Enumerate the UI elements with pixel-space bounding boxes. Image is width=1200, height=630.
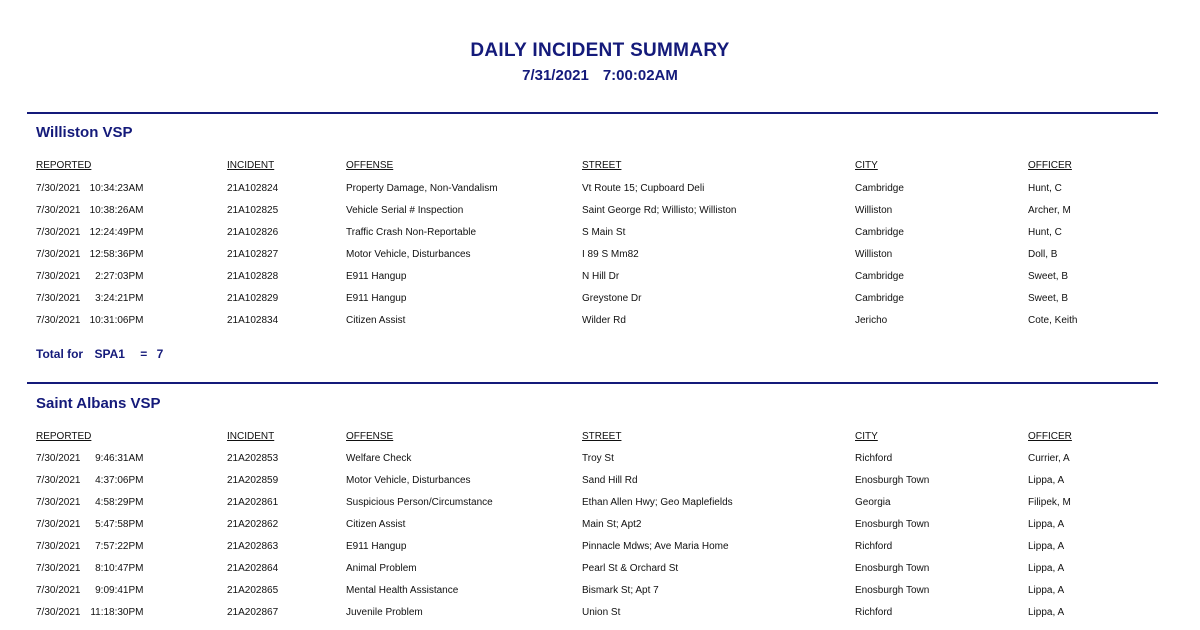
section-divider xyxy=(27,112,1158,114)
cell-offense: Citizen Assist xyxy=(346,315,406,326)
cell-reported: 7/30/2021 10:38:26AM xyxy=(36,205,144,216)
cell-incident: 21A202863 xyxy=(227,541,279,552)
table-row xyxy=(0,495,1200,511)
table-row xyxy=(0,561,1200,577)
table-row xyxy=(0,247,1200,263)
cell-city: Richford xyxy=(855,541,893,552)
cell-officer: Lippa, A xyxy=(1028,563,1065,574)
cell-offense: Motor Vehicle, Disturbances xyxy=(346,249,471,260)
cell-incident: 21A202853 xyxy=(227,453,279,464)
cell-offense: Suspicious Person/Circumstance xyxy=(346,497,493,508)
table-row xyxy=(0,291,1200,307)
table-row xyxy=(0,539,1200,555)
cell-officer: Lippa, A xyxy=(1028,607,1065,618)
cell-incident: 21A102826 xyxy=(227,227,279,238)
cell-reported: 7/30/2021 5:47:58PM xyxy=(36,519,144,530)
cell-city: Jericho xyxy=(855,315,888,326)
cell-offense: Traffic Crash Non-Reportable xyxy=(346,227,477,238)
cell-city: Enosburgh Town xyxy=(855,563,930,574)
table-header-row xyxy=(0,429,1200,445)
cell-officer: Currier, A xyxy=(1028,453,1070,464)
cell-incident: 21A102824 xyxy=(227,183,279,194)
cell-street: Vt Route 15; Cupboard Deli xyxy=(582,183,705,194)
cell-reported: 7/30/2021 4:37:06PM xyxy=(36,475,144,486)
cell-offense: Juvenile Problem xyxy=(346,607,423,618)
cell-offense: Welfare Check xyxy=(346,453,412,464)
cell-street: Saint George Rd; Willisto; Williston xyxy=(582,205,737,216)
table-row xyxy=(0,583,1200,599)
table-row xyxy=(0,269,1200,285)
col-header-reported: REPORTED xyxy=(36,160,92,171)
cell-reported: 7/30/2021 8:10:47PM xyxy=(36,563,144,574)
section-total xyxy=(36,347,163,361)
cell-city: Cambridge xyxy=(855,183,904,194)
cell-offense: Mental Health Assistance xyxy=(346,585,459,596)
cell-reported: 7/30/2021 3:24:21PM xyxy=(36,293,144,304)
cell-incident: 21A102834 xyxy=(227,315,279,326)
cell-officer: Archer, M xyxy=(1028,205,1071,216)
cell-street: Union St xyxy=(582,607,621,618)
section-title-williston: Williston VSP xyxy=(36,124,133,141)
report-datetime xyxy=(0,67,1200,84)
table-row xyxy=(0,605,1200,621)
cell-city: Georgia xyxy=(855,497,891,508)
table-row xyxy=(0,517,1200,533)
cell-incident: 21A202865 xyxy=(227,585,279,596)
cell-city: Richford xyxy=(855,607,893,618)
cell-street: N Hill Dr xyxy=(582,271,620,282)
cell-city: Cambridge xyxy=(855,227,904,238)
cell-officer: Sweet, B xyxy=(1028,293,1069,304)
cell-city: Richford xyxy=(855,453,893,464)
col-header-city: CITY xyxy=(855,431,878,442)
table-row xyxy=(0,181,1200,197)
cell-city: Enosburgh Town xyxy=(855,585,930,596)
total-code: SPA1 xyxy=(94,347,125,361)
col-header-incident: INCIDENT xyxy=(227,160,275,171)
cell-offense: Animal Problem xyxy=(346,563,417,574)
cell-street: Troy St xyxy=(582,453,614,464)
cell-street: Sand Hill Rd xyxy=(582,475,638,486)
cell-offense: E911 Hangup xyxy=(346,271,407,282)
cell-incident: 21A102825 xyxy=(227,205,279,216)
cell-city: Williston xyxy=(855,249,893,260)
col-header-incident: INCIDENT xyxy=(227,431,275,442)
cell-reported: 7/30/2021 12:24:49PM xyxy=(36,227,144,238)
cell-incident: 21A202867 xyxy=(227,607,279,618)
cell-reported: 7/30/2021 11:18:30PM xyxy=(36,607,144,618)
cell-street: I 89 S Mm82 xyxy=(582,249,639,260)
cell-offense: Motor Vehicle, Disturbances xyxy=(346,475,471,486)
cell-officer: Lippa, A xyxy=(1028,585,1065,596)
total-equals: = xyxy=(140,347,148,361)
col-header-reported: REPORTED xyxy=(36,431,92,442)
table-header-row xyxy=(0,158,1200,174)
cell-street: Wilder Rd xyxy=(582,315,626,326)
table-row xyxy=(0,451,1200,467)
table-row xyxy=(0,203,1200,219)
cell-officer: Hunt, C xyxy=(1028,227,1062,238)
cell-street: S Main St xyxy=(582,227,626,238)
table-row xyxy=(0,313,1200,329)
cell-incident: 21A102827 xyxy=(227,249,279,260)
cell-reported: 7/30/2021 7:57:22PM xyxy=(36,541,144,552)
col-header-offense: OFFENSE xyxy=(346,431,394,442)
cell-offense: E911 Hangup xyxy=(346,541,407,552)
total-count: 7 xyxy=(156,347,164,361)
table-row xyxy=(0,473,1200,489)
cell-street: Main St; Apt2 xyxy=(582,519,642,530)
cell-reported: 7/30/2021 9:09:41PM xyxy=(36,585,144,596)
col-header-officer: OFFICER xyxy=(1028,160,1072,171)
cell-officer: Lippa, A xyxy=(1028,519,1065,530)
cell-city: Enosburgh Town xyxy=(855,519,930,530)
cell-reported: 7/30/2021 9:46:31AM xyxy=(36,453,144,464)
col-header-officer: OFFICER xyxy=(1028,431,1072,442)
total-label: Total for xyxy=(36,347,84,361)
cell-city: Enosburgh Town xyxy=(855,475,930,486)
cell-offense: E911 Hangup xyxy=(346,293,407,304)
section-title-saint-albans: Saint Albans VSP xyxy=(36,395,161,412)
cell-officer: Cote, Keith xyxy=(1028,315,1078,326)
cell-city: Cambridge xyxy=(855,293,904,304)
cell-offense: Property Damage, Non-Vandalism xyxy=(346,183,498,194)
cell-incident: 21A102829 xyxy=(227,293,279,304)
cell-officer: Sweet, B xyxy=(1028,271,1069,282)
cell-incident: 21A202861 xyxy=(227,497,279,508)
cell-incident: 21A202859 xyxy=(227,475,279,486)
report-title: DAILY INCIDENT SUMMARY xyxy=(470,40,730,61)
cell-reported: 7/30/2021 10:31:06PM xyxy=(36,315,144,326)
cell-officer: Hunt, C xyxy=(1028,183,1062,194)
cell-street: Pearl St & Orchard St xyxy=(582,563,679,574)
cell-officer: Lippa, A xyxy=(1028,541,1065,552)
cell-street: Bismark St; Apt 7 xyxy=(582,585,659,596)
col-header-offense: OFFENSE xyxy=(346,160,394,171)
cell-offense: Vehicle Serial # Inspection xyxy=(346,205,464,216)
table-row xyxy=(0,225,1200,241)
col-header-street: STREET xyxy=(582,160,622,171)
cell-officer: Filipek, M xyxy=(1028,497,1071,508)
cell-incident: 21A202862 xyxy=(227,519,279,530)
section-divider xyxy=(27,382,1158,384)
report-time: 7:00:02AM xyxy=(602,67,678,84)
cell-reported: 7/30/2021 12:58:36PM xyxy=(36,249,144,260)
report-date: 7/31/2021 xyxy=(522,67,589,84)
cell-reported: 7/30/2021 10:34:23AM xyxy=(36,183,144,194)
cell-incident: 21A202864 xyxy=(227,563,279,574)
col-header-street: STREET xyxy=(582,431,622,442)
cell-street: Greystone Dr xyxy=(582,293,642,304)
cell-reported: 7/30/2021 2:27:03PM xyxy=(36,271,144,282)
cell-street: Ethan Allen Hwy; Geo Maplefields xyxy=(582,497,733,508)
cell-officer: Doll, B xyxy=(1028,249,1058,260)
cell-officer: Lippa, A xyxy=(1028,475,1065,486)
cell-city: Cambridge xyxy=(855,271,904,282)
cell-reported: 7/30/2021 4:58:29PM xyxy=(36,497,144,508)
cell-offense: Citizen Assist xyxy=(346,519,406,530)
cell-street: Pinnacle Mdws; Ave Maria Home xyxy=(582,541,729,552)
cell-incident: 21A102828 xyxy=(227,271,279,282)
cell-city: Williston xyxy=(855,205,893,216)
col-header-city: CITY xyxy=(855,160,878,171)
